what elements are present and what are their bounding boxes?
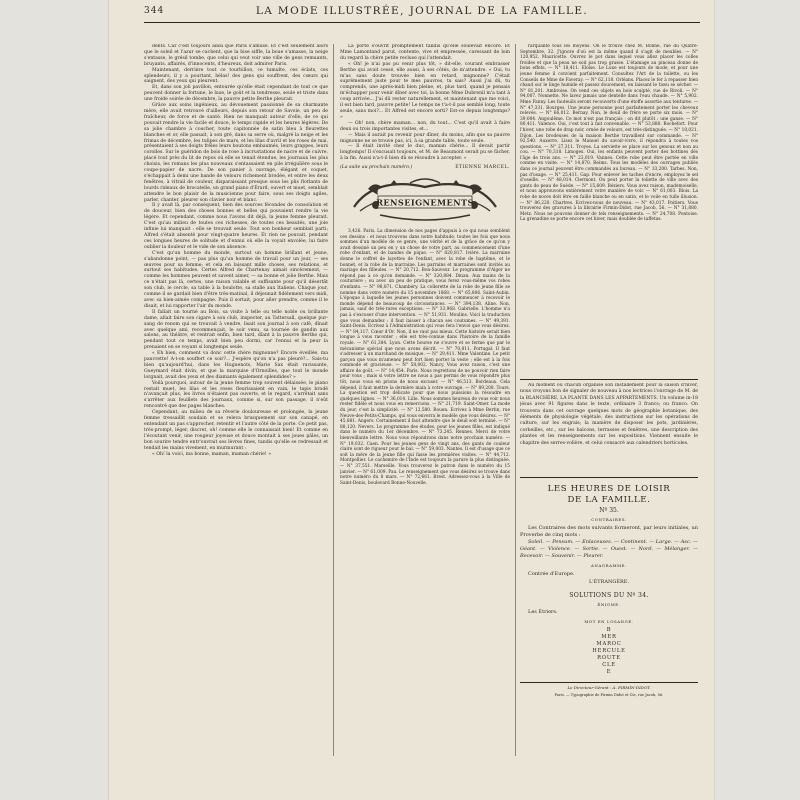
renseignements-banner — [350, 177, 500, 223]
divider — [520, 379, 698, 380]
diamond-line: HERCULE — [592, 648, 626, 655]
paragraph: La porte s'ouvrit promptement tandis qu'elle soulevait encore. Et Mme Lamontand parut, contente, vive et empressée, caressant de loin du regard la chère petite recluse qui l'attendait. — [340, 44, 510, 61]
column-3 — [520, 44, 698, 756]
renseignements-text: 3,426. Paris. La dimension de nos pages d'appuis à ce qui nous semblent ces dessins : et nous trouvons dans notre habitude, toutes les fois que nous sommes d'un modèle de ce genre, une vérité et de la grâce de ce qu'on y avait dessiné un peu en y un chose de votre part, au commencement d'une robe d'enfant, et de bandes de pique. — N° 820,817. Ivière. La marraine donne le coffret de layettes de l'enfant, avec la robe de baptême, et le bonnet, et la robe de la marraine. Les parrains et marraines sont invités au mariage des filleules. — N° 20,712. Bon-Sauveur. Le programme d'Alger ne répond pas à ce qu'on demande. — N° 320,884. Dinan. Aux mains de la couturière ; ou avec un peu de pratique, vous ferez vous-même vos robes d'enfants. — N° 98,871. Chambéry. La collerette de la robe de jeune fille se nomme dans votre numéro du 15 novembre 1868. — N° 65,806. Saint-Aubin. L'époque à laquelle les jeunes personnes doivent commencer à recevoir le monde dépend de beaucoup de circonstances. — N° 394,138. Aline. Non, jamais, sauf de très-rares exceptions. — N° 33,968. Gabrielle. L'homme n'a pas à s'excuser d'une intervention. — N° 51,931. Moulins. Voici la traduction que vous demandez : il faut laisser à chacun ses coutumes. — N° 49,391. Saint-Denis. Ecrivez à l'Administration qui vous fera l'envoi que vous désirez. — N° 84,117. Cœur d'Or. Non, il ne vaut pas mieux. Cette histoire serait bien longue à vous raconter ; elle est très-connue dans l'histoire de la famille royale. — N° 61,384. Lyon. Cette bourse ne s'ouvre et se ferme que par le mécanisme spécial que nous avons décrit. — N° 70,811. Portugal. Il faut s'adresser à un marchand de musique. — N° 29,411. Mme Valentine. Le petit garçon que vous m'amenez peut fort bien porter la veste ; elle est à la fois commode et gracieuse. — N° 58,002. Nancy. Vous avez raison, c'est une affaire de goût. — N° 14,454. Paris. Nous regrettons de ne pouvoir rien faire pour vous ; mais si votre lettre ne nous a pas permis de vous répondre plus tôt, nous vous en prions de nous excuser. — N° 46,513. Bordeaux. Cela dépend, il faut mettre la dernière main à votre ouvrage. — N° 89,208. Tours. La question est trop délicate pour que nous puissions la résoudre en quelques lignes. — N° 36,014. Lille. Nous sommes heureux de vous voir nous rester fidèle et nous vous en remercions. — N° 21,719. Saint-Omer. La mode du jour, c'est la simplicité. — N° 12,580. Rouen. Ecrivez à Mme Bertin, rue Neuve-des-Petits-Champs, qui vous enverra le modèle que vous désirez. — N° 45,881. Angers. Certainement il faut attendre que le deuil soit terminé. — N° 88,120. Nevers. Le programme des études, pour les jeunes filles, est indiqué dans le numéro du 1er décembre. — N° 73,245. Rennes. Merci de votre bienveillante lettre. Nous vous répondrons dans notre prochain numéro. — N° 19,032. Caen. Pour les jeunes gens de vingt ans, des gants de couleur claire sont de rigueur pour le bal. — N° 59,003. Nantes. Il est d'usage que ce soit la mère de la jeune fille qui fasse les premières visites. — N° 44,712. Montpellier. Le cachemire de l'Inde est toujours la parure la plus distinguée. — N° 37,551. Marseille. Vous trouverez le patron dans le numéro du 15 janvier. — N° 61,009. Pau. Le renseignement que vous désirez se trouve dans notre numéro du 8 mars. — N° 72,661. Brest. Adressez-vous à la Ville de Saint-Denis, boulevard Bonne-Nouvelle. — [340, 229, 510, 486]
answers-continued — [520, 44, 698, 374]
paragraph: — Mais il aurait pu revenir pour dîner, du moins, afin que sa pauvre mignonne ne se trouve pas, ici, à sa grande table, toute seule. — [340, 132, 510, 144]
installment-signature — [340, 165, 510, 171]
paragraph: rarquante tous les moyens. On le trouve chez M. Bonne, rue du Quatre-Septembre, 32. J'ignore d'où est la même quand il s'agit de meubles. — N° 120,952. Mauricette. Ouvrez le pot dans lequel vous allez placer les colles froides et que la peau ne soit pas trop grasse. L'étamage au pinceau donne de bons effets. — N° 18,411. Eloïse. Le Luxe est toujours de mode, et pour une jeune femme il convient parfaitement. Consultez l'Art de la toilette, ou les Conseils de Mme de Faveray. — N° 62,118. Orléans. Placez le fer à repasser bien chaud sur le linge humide et passez doucement, en laissant le tissu se sécher. — N° 81,201. Ambroise. On vend ces objets en bois sculpté, rue de Rivoli. — N° 94,007. Nonnette. Ne lavez jamais une dentelle dans l'eau chaude. — N° 5,902. Mme Fanny. Les fauteuils seront recouverts d'une étoffe assortie aux tentures. — N° 47,331. Bourges. Une jeune personne peut parfaitement porter les cheveux relevés. — N° 66,012. Bernay. Non, le deuil de frère se porte six mois. — N° 39,004. Angoulême. Ce mot n'est pas français ; on dit plutôt : une ganse. — N° 80,411. Valence. Oui, c'est tout à fait convenable. — N° 53,880. Rochefort. Pour l'hiver, une robe de drap noir, ornée de velours, est très-distinguée. — N° 10,021. Dijon. Les brodeuses de la maison Berthe travaillent sur commande. — N° 92,540. Auxerre. Lisez le Manuel du savoir-vivre, il répondra à toutes vos questions. — N° 27,311. Troyes. La serviette se place sur les genoux et non au cou. — N° 70,318. Limoges. Oui, les enfants peuvent porter des bottines dès l'âge de trois ans. — N° 23,019. Vannes. Cette robe peut être portée en ville comme en visite. — N° 14,870. Reims. Tous les modèles des ouvrages publiés dans ce journal peuvent être commandés au bureau. — N° 33,200. Tarbes. Non, pas d'usage. — N° 25,411. Gap. Pour enlever les taches d'encre, employez le sel d'oseille. — N° 48,014. Clermont. On peut porter la toilette de ville avec des gants de peau de Suède. — N° 15,609. Béziers. Vous avez raison, mademoiselle, et nous approuvons entièrement votre manière de voir. — N° 61,003. Blois. La robe de noces doit être en faille blanche ou en satin, et le voile en tulle illusion. — N° 86,220. Chartres. Ecrivez-nous de nouveau. — N° 43,017. Poitiers. Vous trouverez des gravures à la librairie Firmin-Didot, rue Jacob, 56. — N° 31,880. Metz. Nous ne pouvons donner de tels renseignements. — N° 24,708. Pontoise. La grenadine se porte encore cet hiver, mais doublée de taffetas. — [520, 44, 698, 223]
diamond-line: MER — [601, 634, 617, 641]
diamond-line: B — [606, 627, 612, 634]
column-2 — [340, 44, 510, 744]
heures-title-line-1: LES HEURES DE LOISIR — [547, 484, 671, 494]
paragraph: Cependant, au milieu de sa rêverie douloureuse et prolongée, la jeune femme tressaillit soudain et se releva brusquement sur son canapé, en entendant un pas s'approcher, retentir et l'autre côté de la porte. Ce petit pas, très-prompt, léger, discret, oh! comme elle le connaissait bien! Et comme en l'écoutant venir, une rougeur joyeuse et douce montait à ses joues pâles, un bon sourire tendre entr'ouvrait ses lèvres fines, tandis qu'elle se redressait et tendait les mains vivement, en murmurant : — [144, 410, 328, 451]
journal-page — [109, 0, 714, 800]
announcement: Au moment où chacun organise son installement pour la saison d'hiver, nous croyons bon de signaler de nouveau à nos lectrices l'ouvrage de M. de la BLANCHÈRE, LA PLANTE DANS LES APPARTEMENTS. Un volume in-18 jésus avec 91 figures dans le texte, ordinaire 3 francs; ou franco. On trouvera dans cet ouvrage quelques mots de géographie botanique, des éléments de physiologie végétale, des instructions sur les opérations de culture, sur les engrais; la manière de disposer les pots, jardinières, corbeilles, etc., sur les balcons, terrasses et fenêtres, une description des plantes et les renseignements sur les expositions. Viennent ensuite le chapitre des serres-volière, et celui consacré aux calendriers horticoles. — [520, 383, 698, 446]
printer-line: Paris. — Typographie de Firmin Didot et Cie, rue Jacob, 56. — [554, 693, 664, 698]
enigme-label: ÉNIGME. — [597, 601, 621, 607]
enigme-answer: Les Étriers. — [528, 609, 558, 616]
diamond-line: CLE — [602, 662, 616, 669]
paragraph: dents. Car c'est toujours ainsi que Paris s'amuse. Et c'est seulement alors que le soleil et l'azur se cachent, que la bise siffle, la boue s'amasse, la neige s'entasse, le grésil tombe, que celui qui veut voir une ville de gens remuants, bruyants, affairés, d'innocents, d'heureux, doit admirer Paris. — [144, 44, 328, 67]
running-head — [144, 4, 700, 23]
diamond-line: E — [606, 669, 612, 676]
director-line — [520, 682, 698, 691]
contraires-words: Soleil. — Pensum. — Enlaceuses. — Continent. — Large. — Asc. — Géant. — Violence. — Sortie. — Ouest. — Nord. — Mélanger. — Recevoir. — Souvenir. — Pleurer. — [520, 538, 698, 559]
solutions-title: SOLUTIONS DU Nº 34. — [569, 591, 649, 599]
paragraph: « Oh! je n'ai pas pu venir plus tôt, » dit-elle, courant embrasser Berthe qui avait cessé, elle aussi, à ses côtés, de m'attendre. « Oui, tu m'as sans doute trouvée bien en retard, mignonne? C'était suprêmement juste pour te mes pauvres, tu sais? Aussi j'ai dû, tu comprends, une après-midi bien pleine, et, plus tard, quand je pensais m'échapper pour venir dîner avec toi, la bonne Mme Dubrenil m'a tant à coup arrivée... J'ai dû rester naturellement, et maintenant que me voici, il est bien tard, pauvre petite! Le temps ne t'a-t-il pas semblé long, toute seule, sans moi?... Et Alfred est encore sorti? Est-ce depuis longtemps? » — [340, 61, 510, 120]
paragraph: « Oh! la voici, ma bonne, maman, maman chérie! » — [152, 451, 272, 457]
banner-title: RENSEIGNEMENTS — [376, 197, 474, 208]
paragraph: Et, dans son joli pavillon, entourée qu'elle était cependant de tout ce que peuvent donner la fortune, le luxe, le goût et la tendresse, seule et triste dans une froide soirée de décembre, la pauvre petite Berthe pleurait. — [144, 85, 328, 103]
paragraph: C'est qu'un homme du monde, surtout un homme brillant et jeune, s'abandonne point, — pas plus qu'un homme de travail pour un jour, — ses œuvres pour sa femme; et cela en laissant mille choses, ses relations, et surtout ses habitudes. Certes Alfred de Chartenay aimait sincèrement, — comme les hommes peuvent et savent aimer, — sa bonne et jolie Berthe. Mais ce n'était pas là, certes, une raison valable et suffisante pour qu'il désertât son club, le cercle, sa table à la boulotte, sa stalle aux Italiens. Chaque jour, comme il se gardait bien d'être très-matinal, il déjeunait fidèlement vers midi, avec sa bien-aimée compagne. Puis il sortait, pour aller prendre, comme il le disait, et lui rapporter l'air du monde. — [144, 250, 328, 309]
paragraph: Grâce aux soins ingénieux, au dévouement passionné de sa charmante mère, elle avait retrouvé d'ailleurs, depuis son retour de Savoie, un peu de fraîcheur, de force et de santé. Rien ne manquait autour d'elle, de ce qui pouvait rendre la vie facile et douce, le temps rapide et les heures légères. De sa jolie chambre à coucher, toute capitonnée de satin bleu à fleurettes blanches et or, elle passait, à son gré, dans sa serre où, malgré la neige et les frimas de décembre, les tulipes de mars, et les lilas d'avril et les roses de mai, présentaient à ses doigts frêles leurs boutons embaumés, leurs grappes, leurs corolles. Sur le guéridon de bois de rose à incrustations de nacre et de cuivre, placé tout près du lit de repos où elle se tenait étendue, les journaux les plus choisis, les romans les plus nouveaux s'entassaient en pile irrégulière sous le coupe-papier de nacre. De son panier à ouvrage, élégant et coquet, s'échappait à demi une bande de velours richement brodée, et entre les deux fenêtres, à vitrail de couleur, disparaissant presque sous les plis flottants de lourds rideaux de brocatelle, un grand piano d'Érard, ouvert et muet, semblait attendre le bon plaisir de la musicienne pour faire, sous ses doigts agiles, parler, chanter, pleurer son clavier noir et blanc. — [144, 103, 328, 203]
column-1 — [144, 44, 328, 756]
paragraph: Maintenant, derrière tout ce tourbillon, ce tumulte, ces éclats, ces splendeurs, il y a pourtant, hélas! des gens qui souffrent, des cœurs qui saignent, des yeux qui pleurent. — [144, 67, 328, 85]
paragraph: Il fallait un tourné au Bois, sa visite à telle ou telle noble ou brillante dame, allait faire son cigare à son club, inspecter, au Tattersall, quelque pur-sang de renom qui se trouvait à vendre, lisait son journal à son café, dînait avec quelque ami, recommençait, le soir venu, sa tournée de gandin aux salons, au théâtre, et rentrait enfin, bien tard, dîant à la pauvre Berthe qui, pendant tout ce temps, avait bien peu dormi, car l'ennui et la peur la prenaient en se voyant si longtemps seule. — [144, 309, 328, 351]
director-name: Le Directeur-Gérant : A. FIRMIN-DIDOT. — [567, 685, 651, 691]
word-diamond — [520, 627, 698, 676]
column-rule — [333, 44, 334, 756]
paragraph: — Il était invité chez le duc, maman chérie... Il devait partir longtemps! Il s'excusait toujours, et M. de Beaumont serait pu se fâcher, à la fin. Aussi n'a-t-il bien dû se résoudre à accepter. » — [340, 144, 510, 162]
anagramme-text: Contrée d'Europe. — [528, 570, 575, 577]
heures-title-line-2: DE LA FAMILLE. — [567, 495, 651, 505]
contraires-text: Les Contraires des mots suivants formeront, par leurs initiales, un Proverbe de cinq mots : — [520, 524, 698, 538]
losange-label: MOT EN LOSANGE. — [584, 619, 634, 625]
suite-note: (La suite au prochain numéro.) — [340, 165, 413, 171]
paragraph: Voilà pourquoi, autour de la jeune femme trop souvent délaissée, le piano restait muet, les lilas et les roses fleurissaient en vain, le tapis brodé n'avançait plus, les livres n'étaient pas ouverts, et le regard, s'arrêtait sans s'arrêter aux feuillets des journaux, comme si, sur son passage, il n'eût rencontré que des pages blanches. — [144, 380, 328, 410]
diamond-line: MAROC — [596, 641, 622, 648]
paragraph: Il y avait là, par conséquent, bien des sources fécondes de consolation et de douceur, bien des choses bonnes et belles qui pouvaient rendre la vie légère. Et cependant, comme nous l'avons dit déjà, la jeune femme pleurait. C'est qu'au milieu de toutes ces richesses, de toutes ces beautés, une joie infinie lui manquait : elle se trouvait seule. Tout son bonheur semblait parti; Alfred s'était absenté pour vingt-quatre heures. Et rien ne pouvait, pendant ces longues heures de solitude et d'ennui où elle la voyait envolée, lui faire oublier la douleur et le vide de son absence. — [144, 203, 328, 250]
anagramme-label: ANAGRAMME. — [591, 562, 627, 568]
paragraph: « Eh bien, comment va donc cette chère mignonne? Encore éveillée, ma pauvrette! A-t-on souffert ce soir?... J'espère qu'on n'a pas pleuré?... Sais-tu bien qu'aujourd'hui, dans les Huguenots, Marie Sax était ravissante, Gueymard était divin, et que la marquise d'Ornoilles, que tout le monde lorgnait, avait des yeux et des diamants également splendides? » — [144, 351, 328, 380]
divider — [520, 477, 698, 478]
heures-title — [520, 484, 698, 506]
anagramme-answer: L'ÉTRANGÈRE. — [588, 578, 630, 585]
paragraph: — Oh! non, chère maman... non, du tout... C'est qu'il avait à faire deux ou trois importantes visites, et... — [340, 120, 510, 132]
contraires-label: CONTRAIRES. — [591, 516, 627, 522]
author-name: ÉTIENNE MARCEL. — [455, 165, 510, 171]
column-rule — [515, 44, 516, 756]
issue-number: Nº 35. — [599, 507, 619, 514]
diamond-line: ROUTE — [597, 655, 621, 662]
running-title: LA MODE ILLUSTRÉE, JOURNAL DE LA FAMILLE. — [255, 5, 589, 17]
page-number: 344 — [144, 6, 165, 16]
